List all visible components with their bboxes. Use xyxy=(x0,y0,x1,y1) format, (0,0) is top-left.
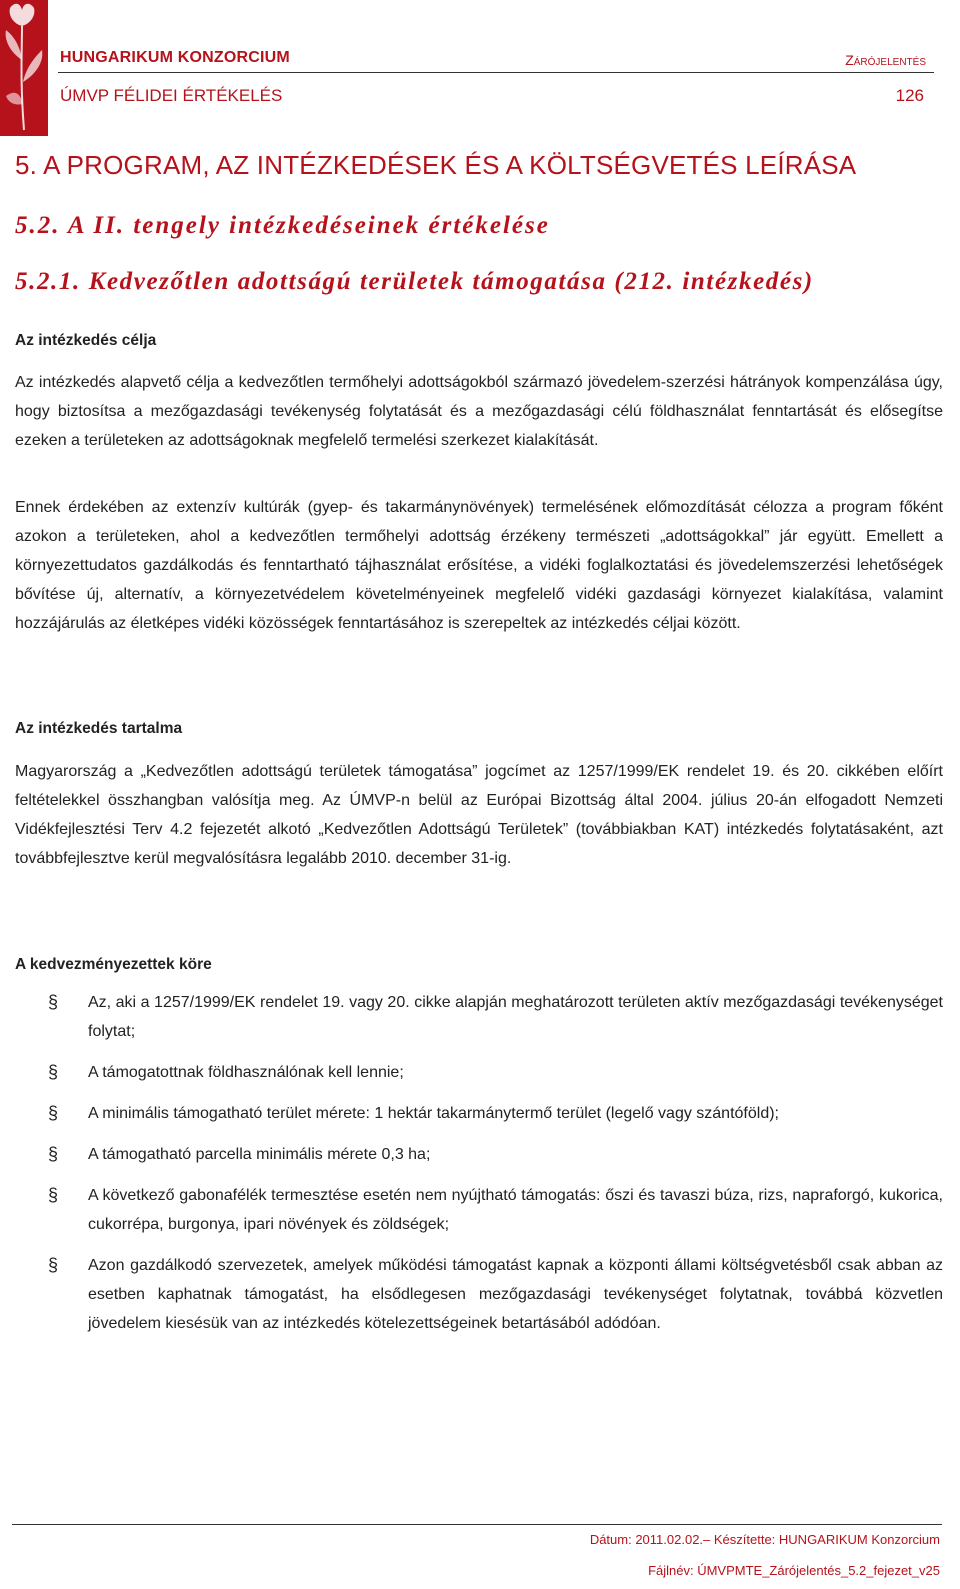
list-item-text: A következő gabonafélék termesztése esetén nem nyújtható támogatás: őszi és tavaszi búza, rizs, napraforgó, kukorica, cukorrépa, burgonya, ipari növények és zöldségek; xyxy=(88,1187,943,1233)
footer-divider xyxy=(12,1524,942,1525)
tulip-logo-icon xyxy=(0,0,48,136)
header-document-type: Zárójelentés xyxy=(845,52,926,68)
section-heading: 5.2. A II. tengely intézkedéseinek értékelése xyxy=(15,212,550,239)
section-mark-icon: § xyxy=(48,1062,59,1082)
chapter-heading: 5. A PROGRAM, AZ INTÉZKEDÉSEK ÉS A KÖLTSÉGVETÉS LEÍRÁSA xyxy=(15,150,857,180)
list-item xyxy=(48,1140,943,1169)
section-mark-icon: § xyxy=(48,1185,59,1205)
list-item-text: A támogatható parcella minimális mérete 0,3 ha; xyxy=(88,1146,431,1163)
list-item xyxy=(48,1099,943,1128)
beneficiaries-section-title: A kedvezményezettek köre xyxy=(15,956,212,973)
goal-paragraph-2: Ennek érdekében az extenzív kultúrák (gyep- és takarmánynövények) termelésének előmozdítását célozza a program főként azokon a területeken, ahol a kedvezőtlen termőhelyi adottság érzékeny természeti „adottságokkal” jár együtt. Emellett a környezettudatos gazdálkodás és fenntartható tájhasználat erősítése, a vidéki foglalkoztatási és jövedelemszerzési lehetőségek bővítése új, alternatív, a környezetvédelem követelményeinek megfelelő vidéki gazdasági környezet kialakítása, valamint hozzájárulás az életképes vidéki közösségek fenntartásához is szerepeltek az intézkedés céljai között. xyxy=(15,499,943,632)
list-item xyxy=(48,1251,943,1338)
list-item-text: Azon gazdálkodó szervezetek, amelyek működési támogatást kapnak a központi állami költségvetésből csak abban az esetben kaphatnak támogatást, ha elsődlegesen mezőgazdasági tevékenységet folytatnak, továbbá közvetlen jövedelem kiesésük van az intézkedés kötelezettségeinek betartásából adódóan. xyxy=(88,1257,943,1332)
section-mark-icon: § xyxy=(48,1103,59,1123)
footer-date-author: Dátum: 2011.02.02.– Készítette: HUNGARIKUM Konzorcium xyxy=(589,1532,940,1547)
page-number: 126 xyxy=(895,86,924,105)
goal-paragraph-1: Az intézkedés alapvető célja a kedvezőtlen termőhelyi adottságokból származó jövedelem-szerzési hátrányok kompenzálása úgy, hogy biztosítsa a mezőgazdasági tevékenység folytatását és a mezőgazdasági célú földhasználat fenntartását és elősegítse ezeken a területeken az adottságoknak megfelelő termelési szerkezet kialakítását. xyxy=(15,374,943,449)
goal-section-title: Az intézkedés célja xyxy=(15,332,157,349)
header-organization: HUNGARIKUM KONZORCIUM xyxy=(60,49,290,66)
list-item xyxy=(48,988,943,1046)
list-item-text: A minimális támogatható terület mérete: 1 hektár takarmánytermő terület (legelő vagy szántóföld); xyxy=(88,1105,779,1122)
footer-filename: Fájlnév: ÚMVPMTE_Zárójelentés_5.2_fejezet_v25 xyxy=(648,1563,940,1578)
list-item-text: A támogatottnak földhasználónak kell lennie; xyxy=(88,1064,404,1081)
section-mark-icon: § xyxy=(48,992,59,1012)
beneficiaries-list xyxy=(48,988,943,1350)
section-mark-icon: § xyxy=(48,1255,59,1275)
header-divider xyxy=(58,72,934,73)
subsection-heading: 5.2.1. Kedvezőtlen adottságú területek támogatása (212. intézkedés) xyxy=(15,268,814,295)
list-item-text: Az, aki a 1257/1999/EK rendelet 19. vagy 20. cikke alapján meghatározott területen aktív mezőgazdasági tevékenységet folytat; xyxy=(88,994,943,1040)
section-mark-icon: § xyxy=(48,1144,59,1164)
list-item xyxy=(48,1058,943,1087)
list-item xyxy=(48,1181,943,1239)
content-section-title: Az intézkedés tartalma xyxy=(15,720,183,737)
content-paragraph: Magyarország a „Kedvezőtlen adottságú területek támogatása” jogcímet az 1257/1999/EK rendelet 19. és 20. cikkében előírt feltételekkel összhangban valósítja meg. Az ÚMVP-n belül az Európai Bizottság által 2004. július 20-án elfogadott Nemzeti Vidékfejlesztési Terv 4.2 fejezetét alkotó „Kedvezőtlen Adottságú Területek” (továbbiakban KAT) intézkedés folytatásaként, azt továbbfejlesztve kerül megvalósításra legalább 2010. december 31-ig. xyxy=(15,763,943,867)
consortium-logo xyxy=(0,0,48,136)
header-subtitle: ÚMVP FÉLIDEI ÉRTÉKELÉS xyxy=(60,86,283,105)
